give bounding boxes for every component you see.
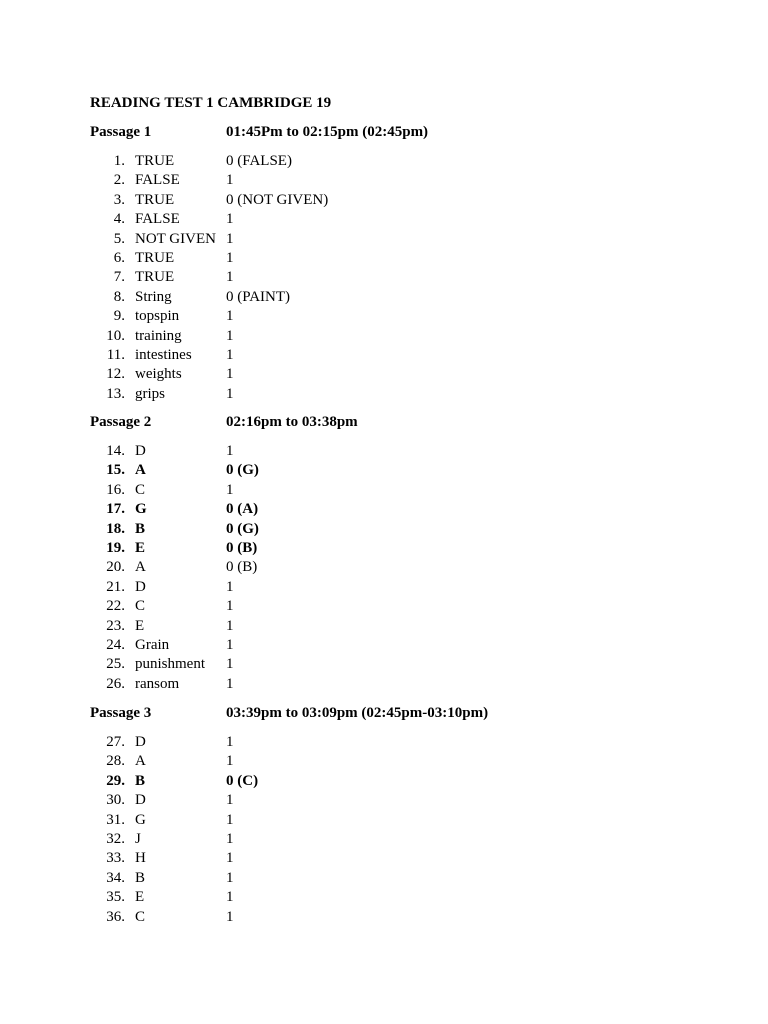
passage-3-section	[0, 704, 768, 927]
score-text: 1	[226, 792, 234, 809]
answer-row	[0, 230, 768, 249]
answer-row	[0, 461, 768, 480]
question-number: 23.	[106, 617, 125, 634]
score-text: 1	[226, 346, 234, 363]
answer-row	[0, 888, 768, 907]
passage-2-section	[0, 413, 768, 694]
score-text: 0 (FALSE)	[226, 153, 292, 169]
answer-row	[0, 520, 768, 539]
question-number: 34.	[106, 869, 125, 886]
answer-row	[0, 249, 768, 268]
answer-row	[0, 365, 768, 384]
answer-list	[0, 733, 768, 927]
question-number: 2.	[113, 172, 125, 189]
answer-text: G	[135, 501, 147, 518]
answer-row	[0, 830, 768, 849]
answer-row	[0, 500, 768, 519]
question-number: 1.	[113, 153, 125, 169]
passage-time: 02:16pm to 03:38pm	[226, 414, 358, 430]
question-number: 18.	[106, 520, 125, 537]
question-number: 26.	[106, 675, 125, 692]
answer-text: FALSE	[135, 211, 180, 228]
answer-row	[0, 655, 768, 674]
question-number: 16.	[106, 481, 125, 498]
question-number: 33.	[106, 850, 125, 867]
answer-row	[0, 346, 768, 365]
answer-row	[0, 191, 768, 210]
question-number: 28.	[106, 753, 125, 770]
document-title: READING TEST 1 CAMBRIDGE 19	[90, 95, 332, 111]
question-number: 20.	[106, 559, 125, 576]
answer-row	[0, 908, 768, 927]
score-text: 1	[226, 830, 234, 847]
answer-text: FALSE	[135, 172, 180, 189]
passage-time: 01:45Pm to 02:15pm (02:45pm)	[226, 124, 429, 140]
score-text: 0 (B)	[226, 539, 258, 556]
answer-text: topspin	[135, 308, 180, 325]
answer-row	[0, 327, 768, 346]
answer-text: TRUE	[135, 269, 175, 286]
answer-row	[0, 268, 768, 287]
answer-row	[0, 733, 768, 752]
passage-header	[0, 704, 768, 722]
question-number: 8.	[113, 288, 125, 305]
answer-row	[0, 481, 768, 500]
score-text: 0 (C)	[226, 772, 259, 789]
answer-row	[0, 307, 768, 326]
question-number: 13.	[106, 385, 125, 402]
answer-text: A	[135, 753, 146, 770]
answer-text: J	[135, 830, 141, 847]
answer-row	[0, 791, 768, 810]
question-number: 5.	[113, 230, 125, 247]
answer-list	[0, 442, 768, 694]
answer-text: TRUE	[135, 249, 175, 266]
question-number: 27.	[106, 734, 125, 750]
score-text: 1	[226, 385, 234, 402]
answer-text: B	[135, 520, 146, 537]
answer-text: G	[135, 811, 146, 828]
answer-row	[0, 752, 768, 771]
answer-text: punishment	[135, 656, 205, 673]
answer-list	[0, 152, 768, 404]
answer-text: D	[135, 443, 146, 459]
score-text: 1	[226, 908, 234, 925]
answer-text: String	[135, 288, 172, 305]
answer-row	[0, 210, 768, 229]
answer-text: NOT GIVEN	[135, 230, 216, 247]
passage-header	[0, 413, 768, 431]
answer-text: intestines	[135, 346, 192, 363]
question-number: 36.	[106, 908, 125, 925]
passage-label: Passage 1	[90, 124, 152, 140]
answer-text: D	[135, 734, 146, 750]
answer-text: D	[135, 578, 146, 595]
answer-row	[0, 811, 768, 830]
question-number: 22.	[106, 598, 125, 615]
passage-label: Passage 3	[90, 705, 152, 721]
answer-row	[0, 869, 768, 888]
score-text: 1	[226, 249, 234, 266]
answer-text: C	[135, 908, 146, 925]
answer-row	[0, 849, 768, 868]
answer-text: B	[135, 772, 146, 789]
score-text: 1	[226, 578, 234, 595]
score-text: 0 (A)	[226, 501, 259, 518]
question-number: 32.	[106, 830, 125, 847]
answer-row	[0, 675, 768, 694]
answer-row	[0, 539, 768, 558]
answer-text: ransom	[135, 675, 180, 692]
answer-text: E	[135, 617, 145, 634]
answer-text: A	[135, 462, 146, 479]
score-text: 1	[226, 811, 234, 828]
score-text: 1	[226, 656, 234, 673]
score-text: 1	[226, 327, 234, 344]
answer-row	[0, 617, 768, 636]
answer-text: E	[135, 539, 146, 556]
question-number: 30.	[106, 792, 125, 809]
answer-text: training	[135, 327, 182, 344]
question-number: 3.	[113, 191, 125, 208]
score-text: 1	[226, 443, 234, 459]
question-number: 35.	[106, 889, 125, 906]
score-text: 1	[226, 308, 234, 325]
answer-row	[0, 385, 768, 404]
question-number: 19.	[106, 539, 125, 556]
question-number: 9.	[113, 308, 125, 325]
score-text: 0 (G)	[226, 462, 259, 479]
question-number: 15.	[106, 462, 125, 479]
question-number: 10.	[106, 327, 125, 344]
score-text: 1	[226, 230, 234, 247]
question-number: 29.	[106, 772, 125, 789]
score-text: 1	[226, 481, 234, 498]
answer-text: H	[135, 850, 146, 867]
question-number: 14.	[106, 443, 125, 459]
score-text: 1	[226, 211, 234, 228]
answer-row	[0, 636, 768, 655]
score-text: 1	[226, 850, 234, 867]
answer-text: A	[135, 559, 146, 576]
score-text: 1	[226, 675, 234, 692]
score-text: 1	[226, 753, 234, 770]
score-text: 1	[226, 598, 234, 615]
answer-text: C	[135, 481, 146, 498]
answer-row	[0, 288, 768, 307]
score-text: 1	[226, 269, 234, 286]
answer-row	[0, 558, 768, 577]
question-number: 21.	[106, 578, 125, 595]
score-text: 1	[226, 617, 234, 634]
answer-text: C	[135, 598, 146, 615]
question-number: 12.	[106, 366, 125, 383]
question-number: 31.	[106, 811, 125, 828]
answer-text: D	[135, 792, 146, 809]
score-text: 1	[226, 869, 234, 886]
question-number: 24.	[106, 636, 125, 653]
question-number: 25.	[106, 656, 125, 673]
answer-text: grips	[135, 385, 165, 402]
answer-text: B	[135, 869, 146, 886]
answer-row	[0, 152, 768, 171]
question-number: 11.	[106, 346, 125, 363]
score-text: 1	[226, 636, 234, 653]
score-text: 1	[226, 889, 234, 906]
answer-text: TRUE	[135, 191, 175, 208]
answer-text: E	[135, 889, 145, 906]
score-text: 1	[226, 734, 234, 750]
passage-1-section	[0, 123, 768, 404]
question-number: 4.	[113, 211, 125, 228]
answer-row	[0, 578, 768, 597]
score-text: 1	[226, 366, 234, 383]
score-text: 0 (PAINT)	[226, 288, 291, 305]
answer-text: Grain	[135, 636, 170, 653]
question-number: 17.	[106, 501, 125, 518]
score-text: 0 (B)	[226, 559, 258, 576]
score-text: 0 (G)	[226, 520, 259, 537]
score-text: 0 (NOT GIVEN)	[226, 191, 329, 208]
answer-text: TRUE	[135, 153, 175, 169]
answer-row	[0, 171, 768, 190]
answer-row	[0, 442, 768, 461]
question-number: 6.	[113, 249, 125, 266]
question-number: 7.	[113, 269, 125, 286]
answer-text: weights	[135, 366, 182, 383]
passage-header	[0, 123, 768, 141]
passage-time: 03:39pm to 03:09pm (02:45pm-03:10pm)	[226, 705, 489, 721]
answer-row	[0, 597, 768, 616]
score-text: 1	[226, 172, 234, 189]
answer-row	[0, 772, 768, 791]
passage-label: Passage 2	[90, 414, 152, 430]
